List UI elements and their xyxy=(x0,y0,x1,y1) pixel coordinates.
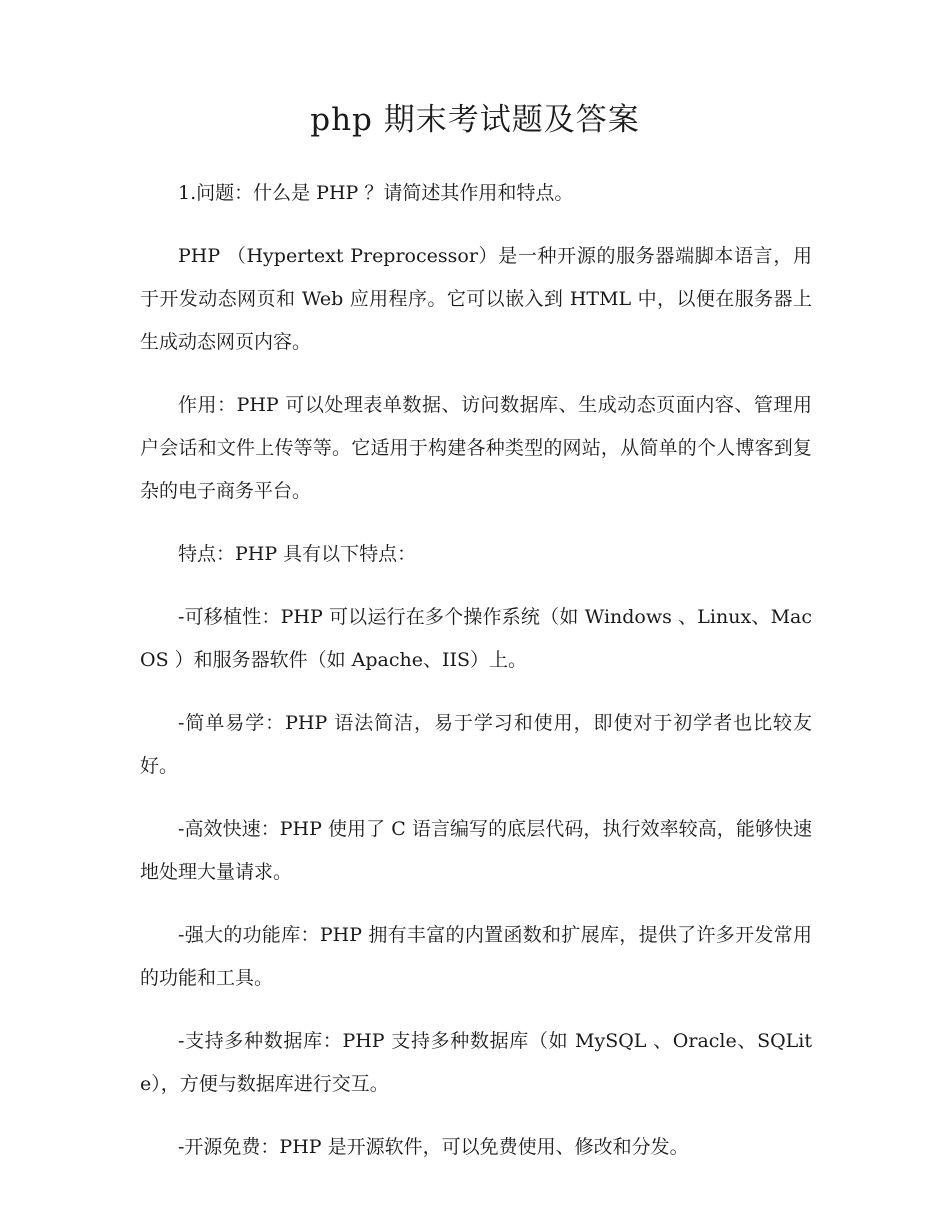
feature-easy-to-learn: -简单易学：PHP 语法简洁，易于学习和使用，即使对于初学者也比较友好。 xyxy=(140,712,812,777)
paragraph-features-intro: 特点：PHP 具有以下特点： xyxy=(178,543,417,565)
feature-open-source: -开源免费：PHP 是开源软件，可以免费使用、修改和分发。 xyxy=(178,1136,689,1158)
paragraph-definition: PHP （Hypertext Preprocessor）是一种开源的服务器端脚本语言，用于开发动态网页和 Web 应用程序。它可以嵌入到 HTML 中，以便在服务器上生成动态网页内容。 xyxy=(140,245,812,353)
feature-function-library: -强大的功能库：PHP 拥有丰富的内置函数和扩展库，提供了许多开发常用的功能和工具。 xyxy=(140,924,812,989)
question-text: 1.问题：什么是 PHP ？请简述其作用和特点。 xyxy=(178,182,574,204)
feature-efficiency: -高效快速：PHP 使用了 C 语言编写的底层代码，执行效率较高，能够快速地处理大量请求。 xyxy=(140,818,812,883)
document-title: php 期末考试题及答案 xyxy=(310,102,640,138)
feature-database-support: -支持多种数据库：PHP 支持多种数据库（如 MySQL 、Oracle、SQLite），方便与数据库进行交互。 xyxy=(140,1030,812,1095)
feature-portability: -可移植性：PHP 可以运行在多个操作系统（如 Windows 、Linux、Mac OS ）和服务器软件（如 Apache、IIS）上。 xyxy=(140,606,812,671)
paragraph-usage: 作用：PHP 可以处理表单数据、访问数据库、生成动态页面内容、管理用户会话和文件上传等等。它适用于构建各种类型的网站，从简单的个人博客到复杂的电子商务平台。 xyxy=(140,394,812,502)
document-body xyxy=(140,172,812,1189)
